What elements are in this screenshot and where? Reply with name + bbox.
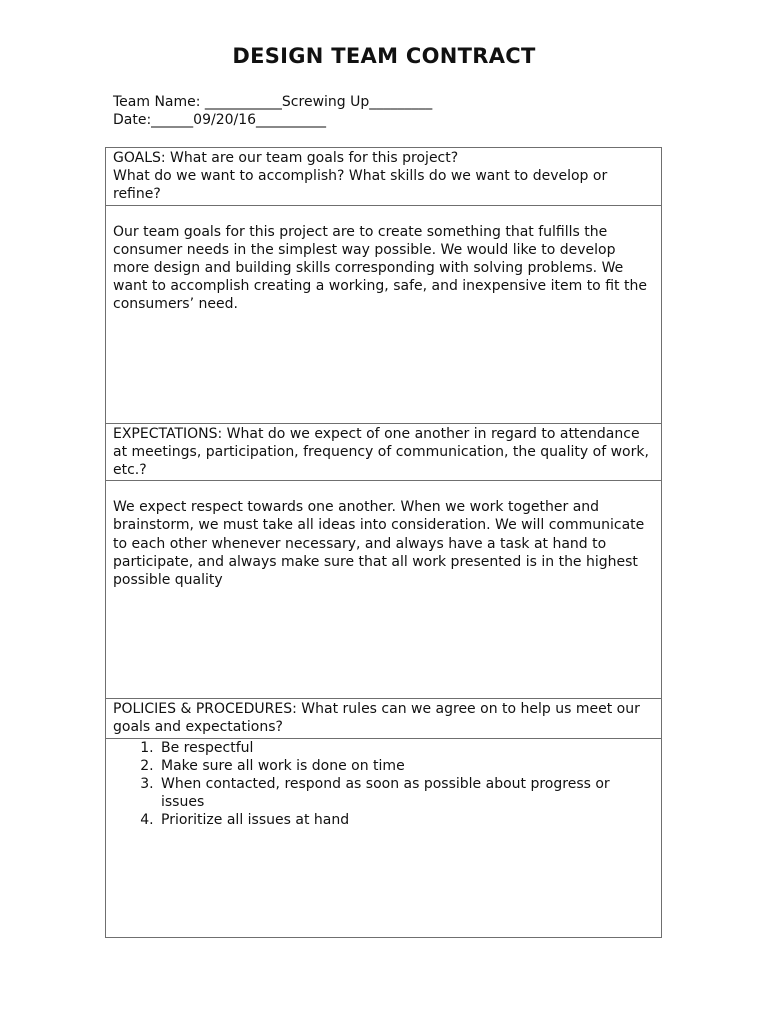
policies-question-cell: POLICIES & PROCEDURES: What rules can we agree on to help us meet our goals and expectations? bbox=[106, 699, 662, 738]
goals-answer-row bbox=[106, 205, 662, 423]
rule-item: 4. Prioritize all issues at hand bbox=[158, 811, 654, 829]
goals-answer-cell: Our team goals for this project are to create something that fulfills the consumer needs in the simplest way possible. We would like to develop more design and building skills corresponding with solving problems. We want to accomplish creating a working, safe, and inexpensive item to fit the consumers’ need. bbox=[106, 205, 662, 423]
expectations-question-cell: EXPECTATIONS: What do we expect of one another in regard to attendance at meetings, participation, frequency of communication, the quality of work, etc.? bbox=[106, 423, 662, 481]
policies-answer-cell bbox=[106, 738, 662, 937]
rules-list bbox=[113, 739, 654, 830]
document-title: DESIGN TEAM CONTRACT bbox=[232, 44, 536, 68]
policies-answer-row bbox=[106, 738, 662, 937]
team-name-line: Team Name: ___________Screwing Up_________ bbox=[113, 94, 433, 110]
rule-item: 2. Make sure all work is done on time bbox=[158, 757, 654, 775]
date-line: Date:______09/20/16__________ bbox=[113, 112, 327, 128]
rule-item: 1. Be respectful bbox=[158, 739, 654, 757]
goals-question-row bbox=[106, 148, 662, 206]
expectations-question-row bbox=[106, 423, 662, 481]
goals-question-line2: What do we want to accomplish? What skills do we want to develop or refine? bbox=[113, 168, 608, 203]
expectations-answer-row bbox=[106, 481, 662, 699]
policies-question-row bbox=[106, 699, 662, 738]
rule-item: 3. When contacted, respond as soon as possible about progress or issues bbox=[158, 775, 654, 811]
expectations-answer-cell: We expect respect towards one another. When we work together and brainstorm, we must take all ideas into consideration. We will communicate to each other whenever necessary, and always have a task at hand to participate, and always make sure that all work presented is in the highest possible quality bbox=[106, 481, 662, 699]
goals-question-line1: GOALS: What are our team goals for this project? bbox=[113, 150, 459, 166]
contract-table bbox=[105, 147, 662, 938]
goals-question-cell bbox=[106, 148, 662, 206]
